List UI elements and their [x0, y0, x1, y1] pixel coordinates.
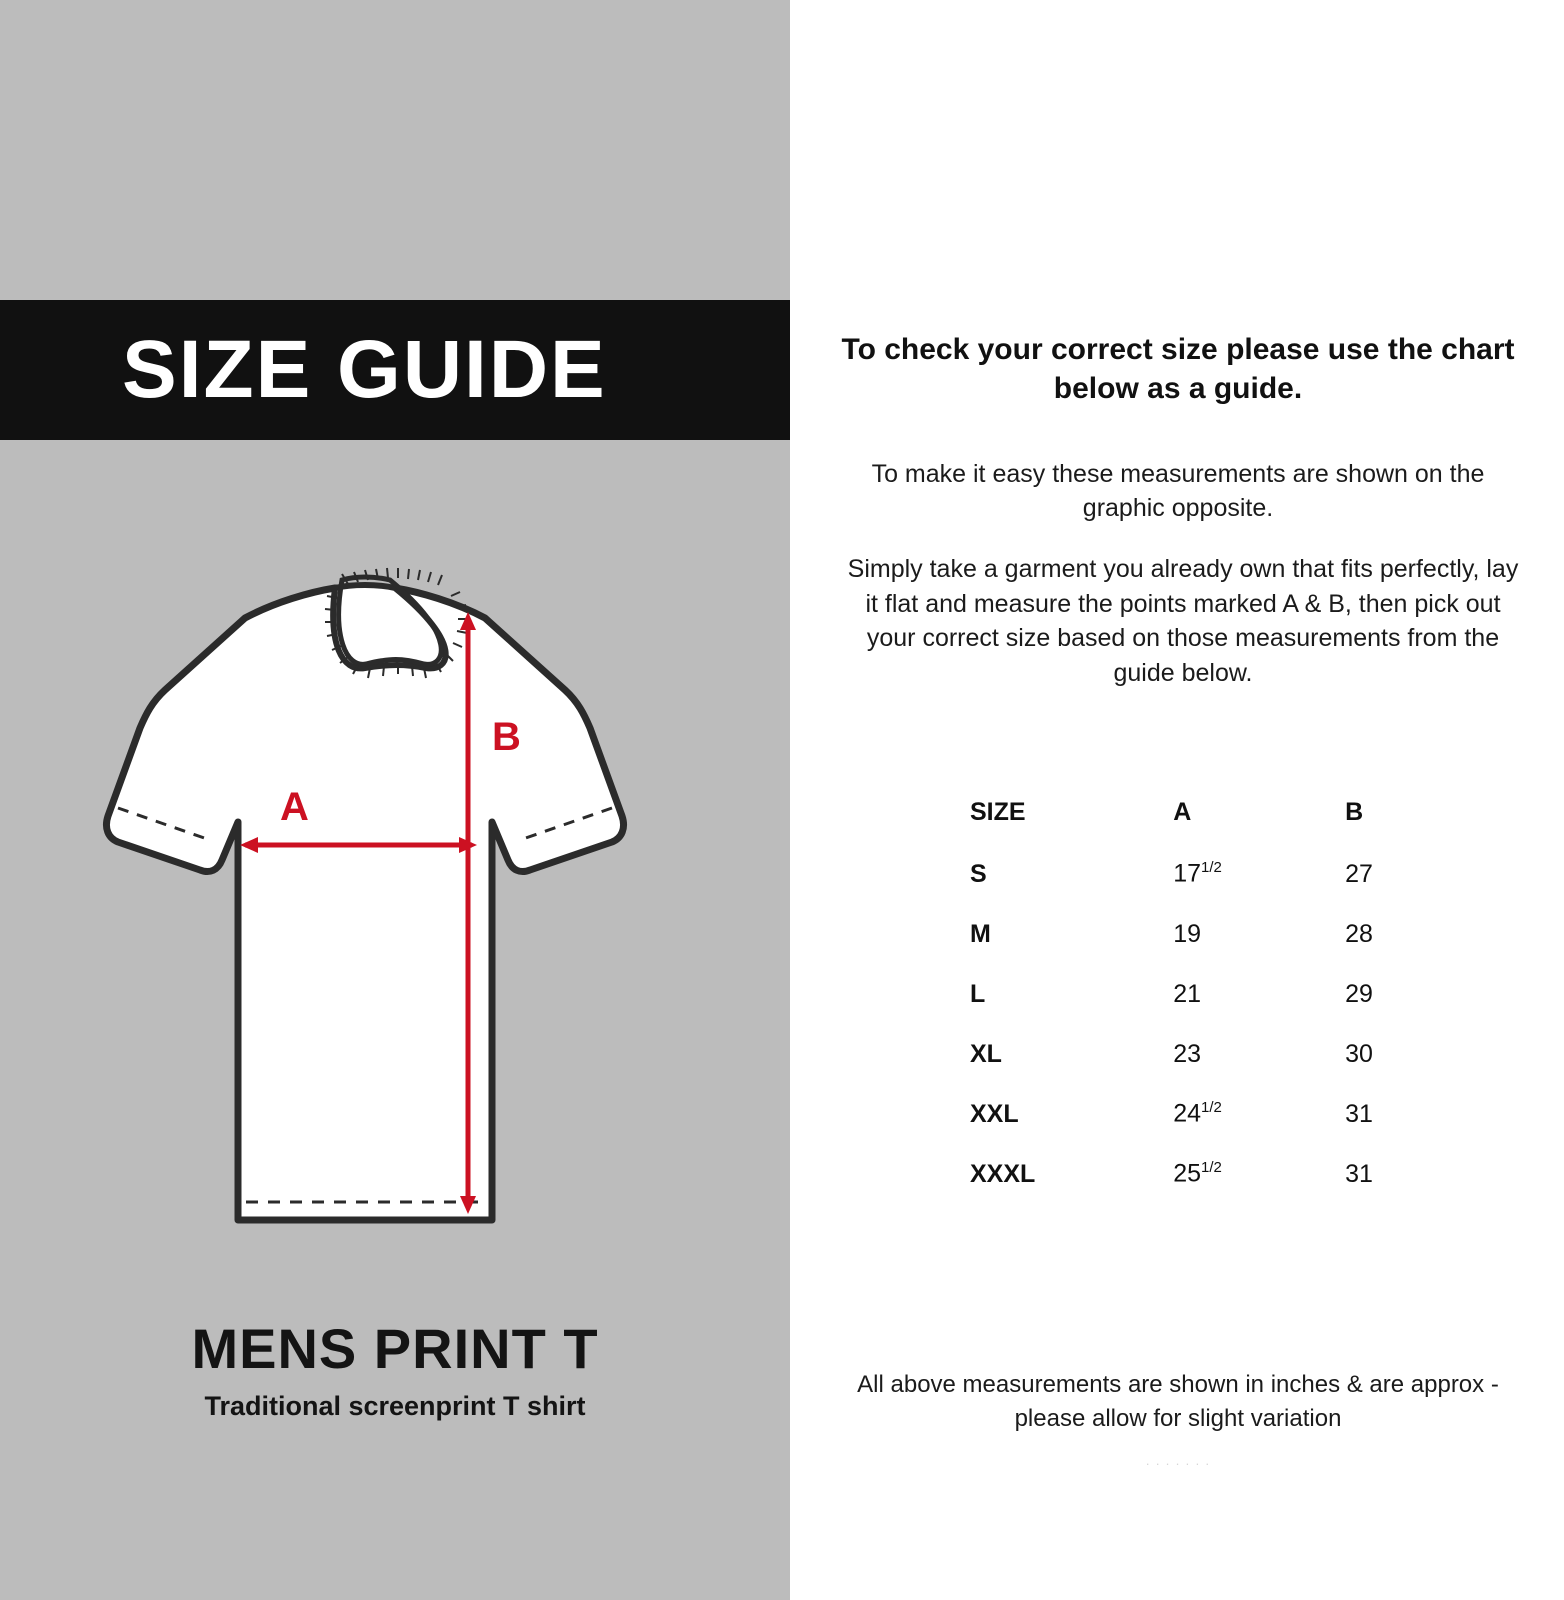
- cell-measurement-a: 21: [1173, 979, 1202, 1008]
- garment-description: Traditional screenprint T shirt: [204, 1390, 586, 1421]
- cell-size: XXXL: [970, 1159, 1036, 1188]
- cell-size: M: [970, 919, 991, 948]
- cell-size: XL: [970, 1039, 1002, 1068]
- cell-measurement-b: 30: [1345, 1039, 1373, 1068]
- measurement-footnote: All above measurements are shown in inches & are approx - please allow for slight variation: [857, 1371, 1499, 1432]
- garment-caption: [0, 1317, 790, 1422]
- fraction-half: 1/2: [1201, 1099, 1222, 1117]
- cell-measurement-b: 29: [1345, 979, 1373, 1008]
- table-row: [970, 1084, 1470, 1144]
- table-row: [970, 1144, 1470, 1204]
- cell-size: S: [970, 859, 987, 888]
- column-header-size: SIZE: [970, 797, 1026, 826]
- table-row: [970, 904, 1470, 964]
- tshirt-diagram: [60, 540, 740, 1260]
- table-row: [970, 844, 1470, 904]
- tshirt-body-shape: [106, 588, 623, 1220]
- info-panel: [790, 0, 1564, 1600]
- cell-size: L: [970, 979, 986, 1008]
- footnote-faint: · · · · · · ·: [1145, 1456, 1211, 1471]
- table-row: [970, 964, 1470, 1024]
- size-guide-title-band: [0, 300, 790, 440]
- cell-measurement-a: $17^{1/2}$: [1173, 859, 1222, 888]
- fraction-half: 1/2: [1201, 1159, 1222, 1177]
- table-body: [970, 844, 1470, 1204]
- cell-measurement-b: 28: [1345, 919, 1373, 948]
- table-row: [970, 1024, 1470, 1084]
- garment-name: MENS PRINT T: [191, 1317, 599, 1380]
- cell-measurement-a: 23: [1173, 1039, 1202, 1068]
- column-header-b: B: [1345, 797, 1364, 826]
- label-measurement-a: A: [280, 785, 309, 829]
- cell-measurement-b: 31: [1345, 1099, 1373, 1128]
- column-header-a: A: [1173, 797, 1192, 826]
- cell-size: XXL: [970, 1099, 1019, 1128]
- fraction-half: 1/2: [1201, 859, 1222, 877]
- table-header-row: [970, 780, 1470, 844]
- instructions-heading: To check your correct size please use the chart below as a guide.: [841, 333, 1515, 405]
- size-chart-table: [970, 780, 1470, 1204]
- label-measurement-b: B: [492, 715, 521, 759]
- instructions-paragraph-1: To make it easy these measurements are shown on the graphic opposite.: [871, 460, 1485, 522]
- cell-measurement-a: $25^{1/2}$: [1173, 1159, 1222, 1188]
- cell-measurement-a: $24^{1/2}$: [1173, 1099, 1222, 1128]
- page-title: SIZE GUIDE: [122, 324, 607, 415]
- cell-measurement-b: 31: [1345, 1159, 1373, 1188]
- cell-measurement-a: 19: [1173, 919, 1202, 948]
- cell-measurement-b: 27: [1345, 859, 1373, 888]
- instructions-paragraph-2: Simply take a garment you already own that fits perfectly, lay it flat and measure the points marked A & B, then pick out your correct size based on those measurements from the guide below.: [847, 555, 1519, 687]
